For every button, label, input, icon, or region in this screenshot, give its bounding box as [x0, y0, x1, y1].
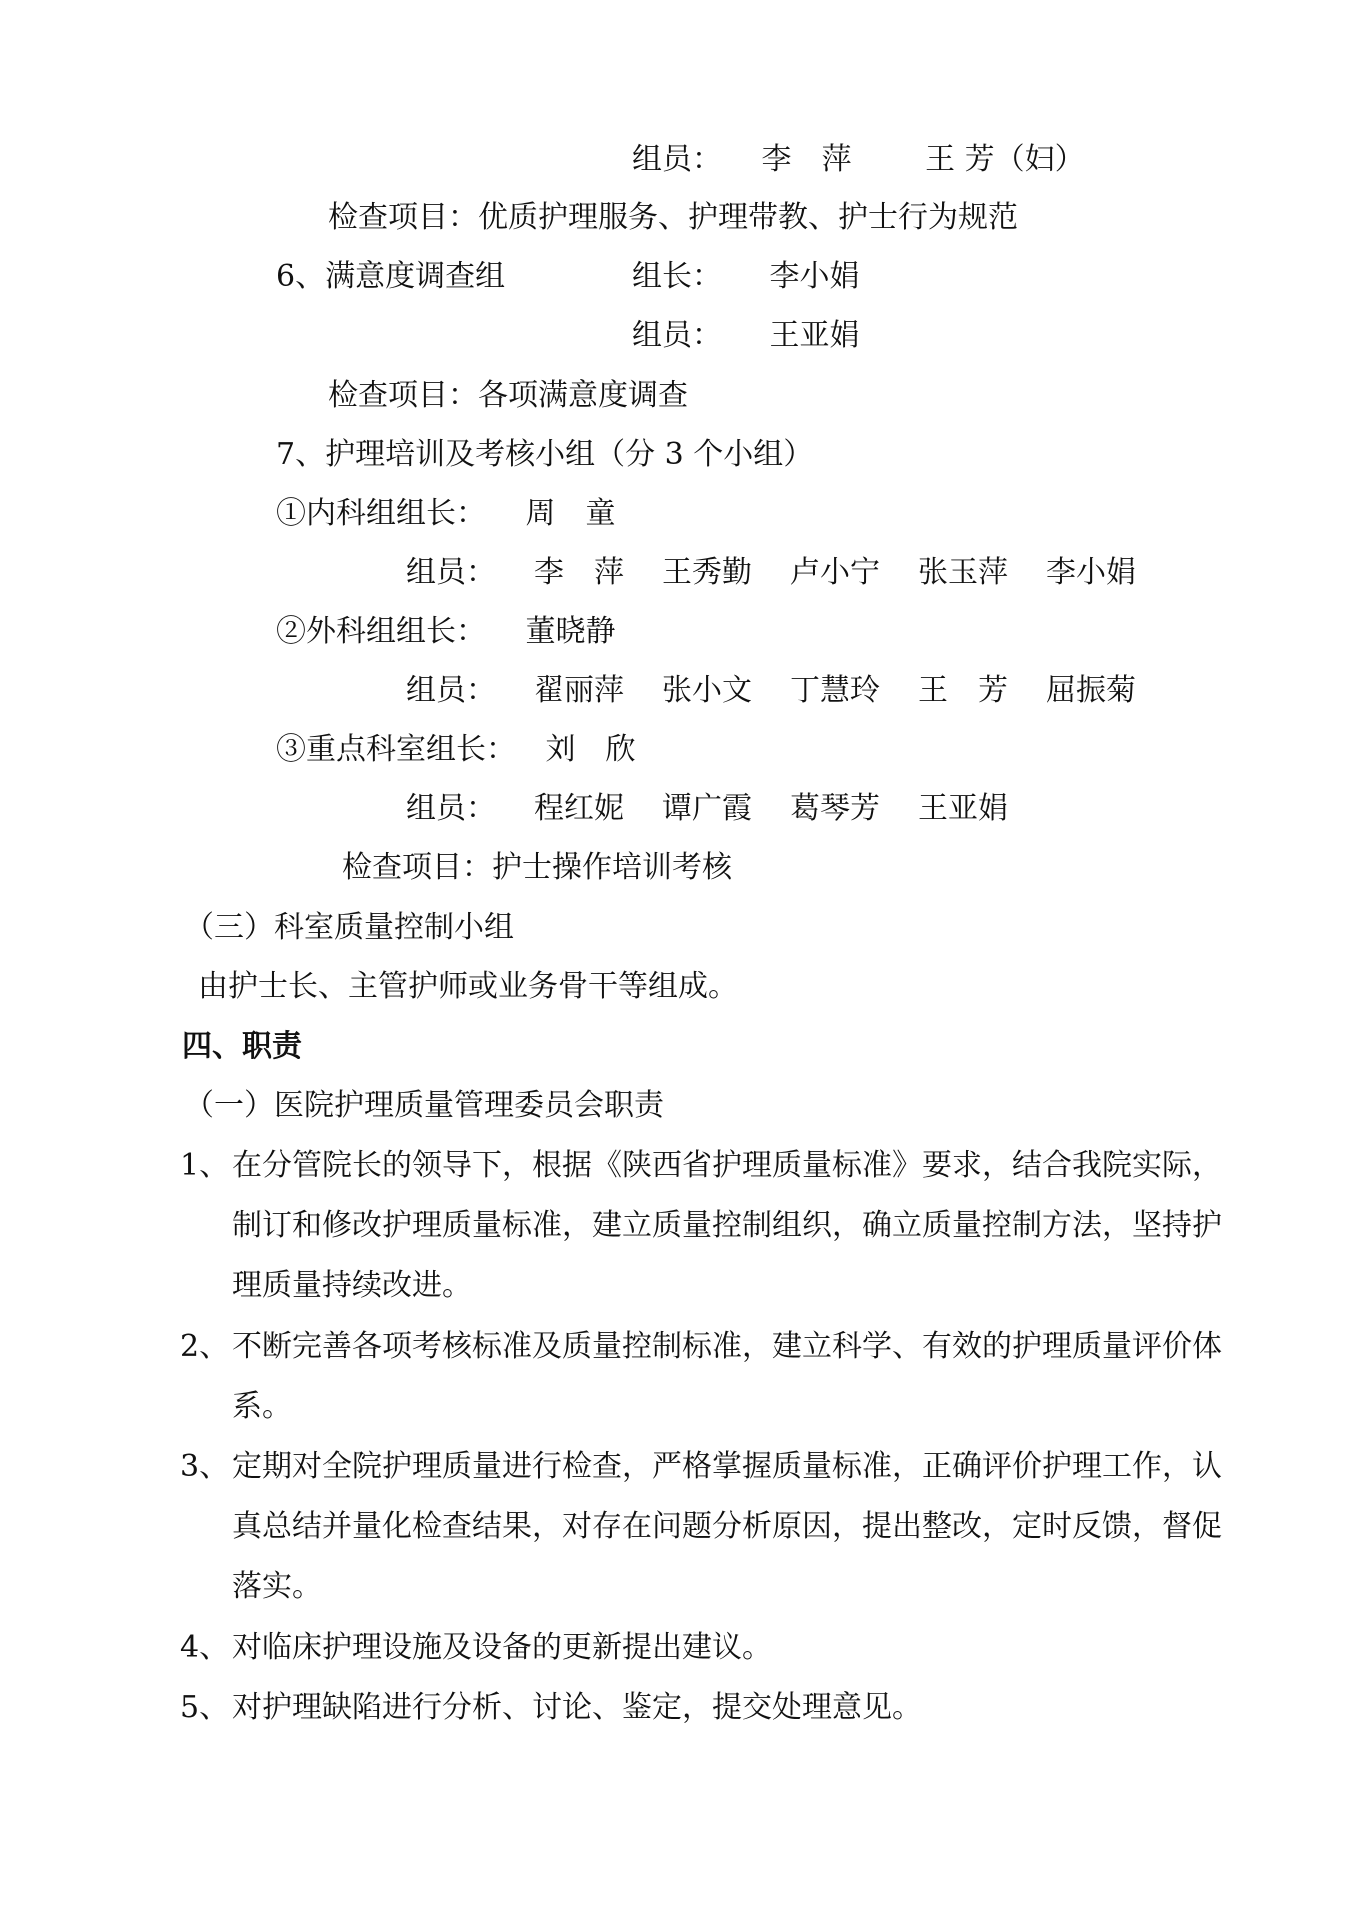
group6-members-row: [632, 316, 860, 356]
group7-title: 7、护理培训及考核小组（分 3 个小组）: [276, 437, 814, 472]
item-number: 5、: [180, 1690, 230, 1725]
item-text: 在分管院长的领导下，根据《陕西省护理质量标准》要求，结合我院实际，制订和修改护理质量标准，建立质量控制组织，确立质量控制方法，坚持护理质量持续改进。: [232, 1148, 1222, 1303]
item-number: 3、: [180, 1449, 230, 1484]
section4-heading: 四、职责: [182, 1029, 302, 1064]
group6-title: 6、满意度调查组: [276, 259, 506, 294]
internal-leader-row: [276, 494, 616, 534]
item-text: 对临床护理设施及设备的更新提出建议。: [232, 1630, 772, 1665]
check-items: 检查项目：护士操作培训考核: [342, 850, 732, 885]
check-items: 检查项目：各项满意度调查: [328, 378, 688, 413]
members-label: 组员：: [406, 791, 496, 826]
internal-members-row: [406, 553, 1136, 593]
duty-item-2: [180, 1317, 1240, 1437]
leader-name: 董晓静: [525, 614, 616, 649]
item-number: 2、: [180, 1329, 230, 1364]
leader-label: ③重点科室组长：: [276, 732, 516, 767]
member-name: 王亚娟: [918, 791, 1008, 826]
section3-title: （三）科室质量控制小组: [184, 910, 514, 945]
member-name: 王 芳: [918, 673, 1008, 708]
member-name: 王秀勤: [662, 555, 752, 590]
item-number: 4、: [180, 1630, 230, 1665]
duty-item-3: [180, 1437, 1240, 1617]
keydept-leader-row: [276, 730, 636, 770]
leader-name: 李小娟: [769, 259, 860, 294]
duty-item-1: [180, 1136, 1240, 1316]
group5-members-row: [632, 140, 1085, 180]
member-name: 张小文: [662, 673, 752, 708]
member-name: 张玉萍: [918, 555, 1008, 590]
leader-name: 周 童: [525, 496, 616, 531]
member-name: 李 萍: [534, 555, 624, 590]
keydept-members-row: [406, 789, 1008, 829]
member-name: 翟丽萍: [534, 673, 624, 708]
member-name: 屈振菊: [1046, 673, 1136, 708]
surgery-leader-row: [276, 612, 616, 652]
leader-label: ②外科组组长：: [276, 614, 486, 649]
item-text: 不断完善各项考核标准及质量控制标准，建立科学、有效的护理质量评价体系。: [232, 1329, 1222, 1424]
group6-leader-row: [632, 257, 860, 297]
section4-subtitle: （一）医院护理质量管理委员会职责: [184, 1088, 664, 1123]
member-name: 丁慧玲: [790, 673, 880, 708]
member-name: 王亚娟: [769, 318, 860, 353]
member-name: 谭广霞: [662, 791, 752, 826]
member-name: 李 萍: [761, 142, 852, 177]
item-text: 对护理缺陷进行分析、讨论、鉴定，提交处理意见。: [232, 1690, 922, 1725]
members-label: 组员：: [632, 318, 722, 353]
leader-label: 组长：: [632, 259, 722, 294]
members-label: 组员：: [632, 142, 722, 177]
members-label: 组员：: [406, 555, 496, 590]
duty-item-4: [180, 1618, 1240, 1678]
section3-body: 由护士长、主管护师或业务骨干等组成。: [198, 969, 738, 1004]
member-name: 卢小宁: [790, 555, 880, 590]
member-name: 程红妮: [534, 791, 624, 826]
check-items: 检查项目：优质护理服务、护理带教、护士行为规范: [328, 200, 1018, 235]
item-number: 1、: [180, 1148, 230, 1183]
item-text: 定期对全院护理质量进行检查，严格掌握质量标准，正确评价护理工作，认真总结并量化检查结果，对存在问题分析原因，提出整改，定时反馈，督促落实。: [232, 1449, 1222, 1604]
members-label: 组员：: [406, 673, 496, 708]
member-name: 李小娟: [1046, 555, 1136, 590]
member-name: 葛琴芳: [790, 791, 880, 826]
duty-item-5: [180, 1678, 1240, 1738]
surgery-members-row: [406, 671, 1136, 711]
leader-name: 刘 欣: [545, 732, 636, 767]
member-name: 王 芳（妇）: [925, 142, 1085, 177]
leader-label: ①内科组组长：: [276, 496, 486, 531]
